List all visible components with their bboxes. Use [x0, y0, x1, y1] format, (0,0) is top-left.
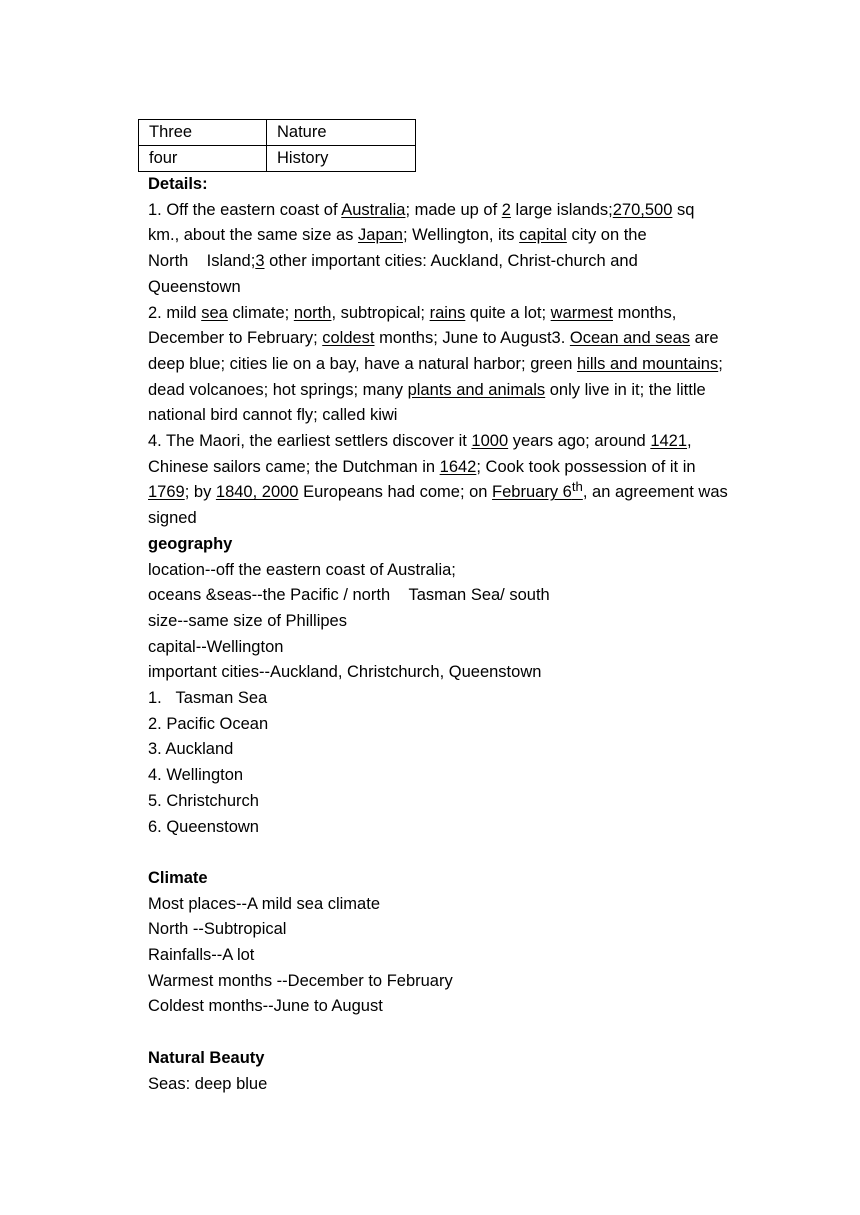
text-run: 1. Off the eastern coast of — [148, 200, 342, 219]
underlined-term: capital — [519, 226, 567, 245]
text-run: quite a lot; — [465, 303, 551, 322]
text-run: Europeans had come; on — [298, 483, 493, 502]
table-cell: four — [139, 146, 267, 172]
text-run: large islands; — [510, 200, 613, 219]
details-paragraph-2 — [148, 301, 728, 430]
text-run: 4. The Maori, the earliest settlers discover it — [148, 432, 472, 451]
text-run: ; Cook took possession of it in — [476, 457, 696, 476]
text-run: other important cities: Auckland, Christ-church and Queenstown — [148, 252, 638, 296]
underlined-term: 1000 — [471, 432, 509, 451]
text-run: ; by — [184, 483, 216, 502]
table-cell: Nature — [267, 120, 416, 146]
details-paragraph-1 — [148, 198, 728, 301]
text-run: ; made up of — [405, 200, 502, 219]
underlined-term: 1642 — [439, 457, 477, 476]
underlined-term: 1769 — [148, 483, 185, 502]
climate-line: North --Subtropical — [148, 920, 287, 939]
details-heading: Details: — [148, 175, 208, 193]
natural-beauty-heading: Natural Beauty — [148, 1048, 265, 1067]
underlined-term — [492, 479, 583, 502]
text-run: , subtropical; — [331, 303, 430, 322]
geography-line: capital--Wellington — [148, 637, 284, 656]
geography-line: location--off the eastern coast of Australia; — [148, 560, 456, 579]
text-run: months; June to August3. — [374, 329, 570, 348]
natural-beauty-line: Seas: deep blue — [148, 1074, 268, 1093]
underlined-term: hills and mountains — [576, 354, 719, 373]
list-item: 4. Wellington — [148, 766, 244, 785]
text-run: years ago; around — [508, 432, 651, 451]
underlined-term: coldest — [322, 329, 375, 348]
underlined-term: 1421 — [650, 432, 688, 451]
text-run: sq km., about the same size as — [148, 200, 695, 245]
climate-line: Coldest months--June to August — [148, 997, 383, 1016]
text-run: 2. mild — [148, 303, 202, 322]
spacer — [148, 1020, 728, 1046]
climate-line: Rainfalls--A lot — [148, 946, 255, 965]
text-run: , an agreement was signed — [148, 483, 728, 528]
geography-heading: geography — [148, 534, 233, 553]
geography-line: size--same size of Phillipes — [148, 611, 347, 630]
underlined-term: Ocean and seas — [569, 329, 691, 348]
text-run: only live in it; the little national bird cannot fly; called kiwi — [148, 380, 706, 425]
list-item: 6. Queenstown — [148, 817, 259, 836]
table-row — [139, 120, 416, 146]
table-cell: History — [267, 146, 416, 172]
text-run: February 6 — [492, 483, 572, 502]
underlined-term: 3 — [255, 252, 265, 271]
underlined-term: Australia — [341, 200, 406, 219]
underlined-term: warmest — [550, 303, 613, 322]
list-item: 5. Christchurch — [148, 791, 259, 810]
text-run: are deep blue; cities lie on a bay, have a natural harbor; green — [148, 329, 719, 373]
text-run: ; Wellington, its — [402, 226, 520, 245]
underlined-term: Japan — [358, 226, 403, 245]
list-item: 2. Pacific Ocean — [148, 714, 269, 733]
underlined-term: 2 — [501, 200, 511, 219]
table-cell: Three — [139, 120, 267, 146]
text-run: months, December to February; — [148, 303, 677, 348]
underlined-term: rains — [429, 303, 466, 322]
list-item: 3. Auckland — [148, 740, 234, 759]
document-page — [148, 119, 728, 1097]
climate-heading: Climate — [148, 868, 208, 887]
climate-line: Most places--A mild sea climate — [148, 894, 380, 913]
underlined-term: sea — [201, 303, 228, 322]
table-row — [139, 146, 416, 172]
details-paragraph-4 — [148, 429, 728, 532]
underlined-term: 1840, 2000 — [215, 483, 299, 502]
spacer — [148, 840, 728, 866]
text-run: climate; — [227, 303, 294, 322]
text-run: , Chinese sailors came; the Dutchman in — [148, 432, 692, 476]
geography-line: oceans &seas--the Pacific / north Tasman Sea/ south — [148, 586, 550, 605]
text-run: ; dead volcanoes; hot springs; many — [148, 354, 723, 399]
underlined-term: 270,500 — [612, 200, 673, 219]
text-run: city on the North Island; — [148, 226, 647, 271]
underlined-term: north — [293, 303, 332, 322]
climate-line: Warmest months --December to February — [148, 971, 453, 990]
outline-table — [138, 119, 416, 172]
geography-line: important cities--Auckland, Christchurch, Queenstown — [148, 663, 542, 682]
list-item: 1. Tasman Sea — [148, 689, 268, 708]
underlined-term: plants and animals — [407, 380, 546, 399]
superscript: th — [571, 479, 583, 495]
